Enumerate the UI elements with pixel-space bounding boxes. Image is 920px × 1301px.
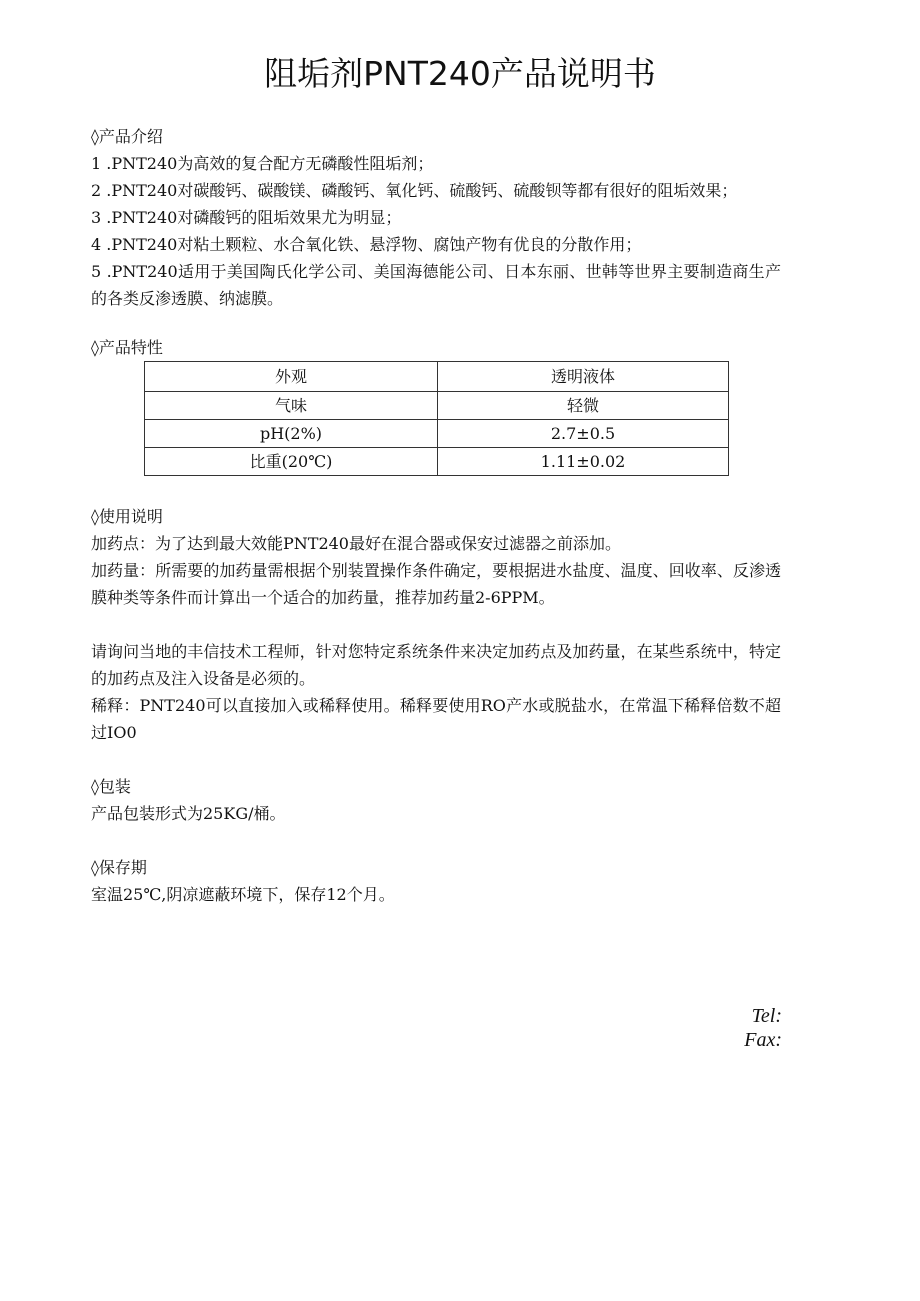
table-row xyxy=(145,448,729,476)
property-value: 轻微 xyxy=(438,392,729,420)
usage-dosage: 加药量：所需要的加药量需根据个别装置操作条件确定，要根据进水盐度、温度、回收率、反渗透膜种类等条件而计算出一个适合的加药量，推荐加药量2-6PPM。 xyxy=(91,561,781,607)
usage-dilution: 稀释：PNT240可以直接加入或稀释使用。稀释要使用RO产水或脱盐水，在常温下稀释倍数不超过IO0 xyxy=(91,696,781,742)
tel-label: Tel: xyxy=(751,1005,782,1027)
properties-heading: ◊产品特性 xyxy=(91,338,163,357)
spacer xyxy=(91,611,781,638)
intro-item-3: 3 .PNT240对磷酸钙的阻垢效果尤为明显； xyxy=(91,208,402,227)
spacer xyxy=(91,312,781,334)
intro-heading: ◊产品介绍 xyxy=(91,127,163,146)
table-row xyxy=(145,420,729,448)
property-value: 1.11±0.02 xyxy=(438,448,729,476)
property-name: 比重(20℃) xyxy=(145,448,438,476)
property-name: pH(2%) xyxy=(145,420,438,448)
properties-table xyxy=(144,361,729,476)
page-title: 阻垢剂PNT240产品说明书 xyxy=(264,54,656,93)
packaging-text: 产品包装形式为25KG/桶。 xyxy=(91,804,286,823)
packaging-heading: ◊包装 xyxy=(91,777,131,796)
property-value: 透明液体 xyxy=(438,362,729,392)
intro-item-5: 5 .PNT240适用于美国陶氏化学公司、美国海德能公司、日本东丽、世韩等世界主要制造商生产的各类反渗透膜、纳滤膜。 xyxy=(91,262,781,308)
intro-item-1: 1 .PNT240为高效的复合配方无磷酸性阻垢剂； xyxy=(91,154,434,173)
usage-heading: ◊使用说明 xyxy=(91,507,163,526)
contact-block xyxy=(744,1004,782,1052)
document-body xyxy=(91,123,781,908)
property-name: 气味 xyxy=(145,392,438,420)
intro-item-4: 4 .PNT240对粘土颗粒、水合氧化铁、悬浮物、腐蚀产物有优良的分散作用； xyxy=(91,235,642,254)
fax-label: Fax: xyxy=(744,1029,782,1051)
table-row xyxy=(145,362,729,392)
spacer xyxy=(91,746,781,773)
spacer xyxy=(91,827,781,854)
spacer xyxy=(91,476,781,503)
usage-consult: 请询问当地的丰信技术工程师，针对您特定系统条件来决定加药点及加药量，在某些系统中，特定的加药点及注入设备是必须的。 xyxy=(91,642,781,688)
table-row xyxy=(145,392,729,420)
property-value: 2.7±0.5 xyxy=(438,420,729,448)
intro-item-2: 2 .PNT240对碳酸钙、碳酸镁、磷酸钙、氧化钙、硫酸钙、硫酸钡等都有很好的阻垢效果； xyxy=(91,181,738,200)
storage-text: 室温25℃,阴凉遮蔽环境下，保存12个月。 xyxy=(91,885,395,904)
property-name: 外观 xyxy=(145,362,438,392)
usage-dosing-point: 加药点：为了达到最大效能PNT240最好在混合器或保安过滤器之前添加。 xyxy=(91,534,621,553)
storage-heading: ◊保存期 xyxy=(91,858,147,877)
